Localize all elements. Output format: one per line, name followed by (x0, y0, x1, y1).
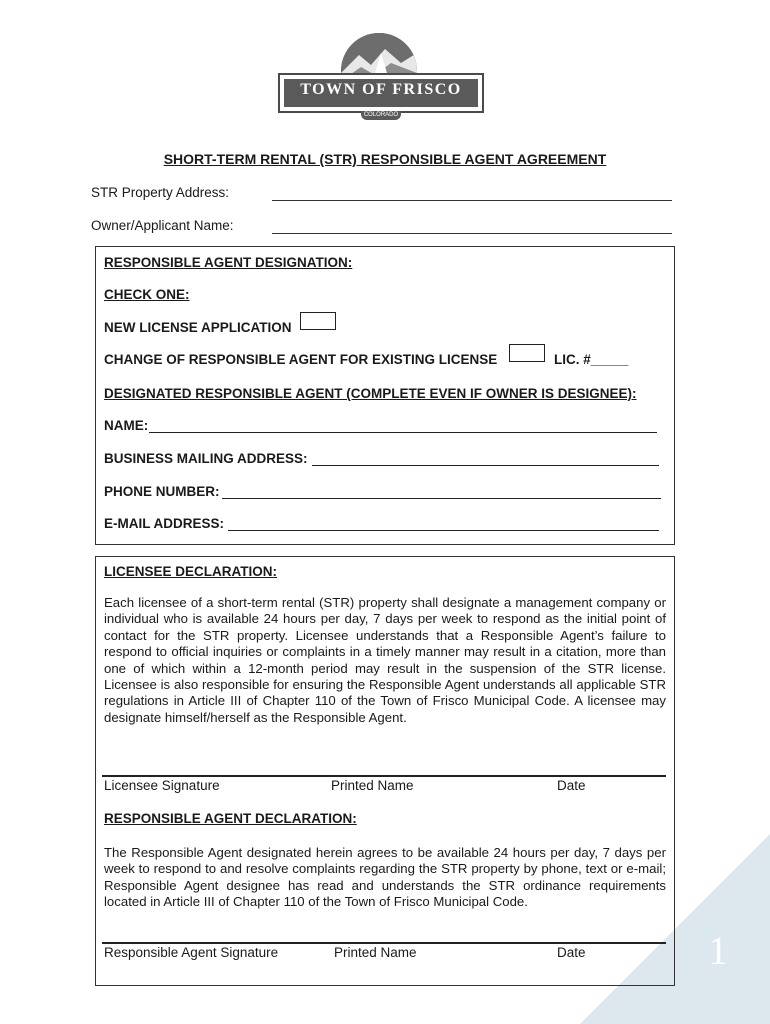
document-title: SHORT-TERM RENTAL (STR) RESPONSIBLE AGENT AGREEMENT (163, 151, 607, 167)
licensee-declaration-text: Each licensee of a short-term rental (STR) property shall designate a management company or individual who is available 24 hours per day, 7 days per week to respond as the initial point of contact for the STR property. Licensee understands that a Responsible Agent’s failure to respond to official inquiries or complaints in a timely manner may result in a citation, more than one of which within a 12-month period may result in the suspension of the STR license. Licensee is also responsible for ensuring the Responsible Agent understands all applicable STR regulations in Article III of Chapter 110 of the Town of Frisco Municipal Code. A licensee may designate himself/herself as the Responsible Agent. (104, 595, 666, 725)
new-license-checkbox[interactable] (300, 312, 336, 330)
agent-date-label: Date (557, 945, 586, 960)
phone-number-label: PHONE NUMBER: (104, 484, 220, 499)
property-address-field[interactable] (272, 200, 672, 201)
change-agent-label: CHANGE OF RESPONSIBLE AGENT FOR EXISTING LICENSE (104, 352, 498, 367)
designated-agent-heading: DESIGNATED RESPONSIBLE AGENT (COMPLETE EVEN IF OWNER IS DESIGNEE): (104, 386, 637, 401)
agent-declaration-heading: RESPONSIBLE AGENT DECLARATION: (104, 811, 357, 826)
agent-name-label: NAME: (104, 418, 149, 433)
check-one-label: CHECK ONE: (104, 287, 190, 302)
licensee-date-label: Date (557, 778, 586, 793)
agent-declaration-text: The Responsible Agent designated herein agrees to be available 24 hours per day, 7 days per week to respond to and resolve complaints regarding the STR property by phone, text or e-mail; Responsible Agent designee has read and understands the STR ordinance requirements located in Article III of Chapter 110 of the Town of Frisco Municipal Code. (104, 845, 666, 910)
mailing-address-field[interactable] (312, 465, 659, 466)
agent-signature-line[interactable] (102, 942, 666, 944)
designation-section (95, 246, 675, 545)
page-number: 1 (708, 928, 728, 973)
email-address-field[interactable] (228, 530, 659, 531)
agent-printed-name-label: Printed Name (334, 945, 417, 960)
owner-name-field[interactable] (272, 233, 672, 234)
logo-banner (278, 73, 484, 113)
license-number-label[interactable]: LIC. #_____ (554, 352, 629, 367)
logo-subtitle: COLORADO (361, 111, 401, 120)
licensee-declaration-heading: LICENSEE DECLARATION: (104, 564, 278, 579)
logo-text: TOWN OF FRISCO (300, 81, 462, 98)
licensee-signature-line[interactable] (102, 775, 666, 777)
mailing-address-label: BUSINESS MAILING ADDRESS: (104, 451, 308, 466)
licensee-signature-label: Licensee Signature (104, 778, 220, 793)
agent-name-field[interactable] (149, 432, 657, 433)
change-agent-checkbox[interactable] (509, 344, 545, 362)
designation-heading: RESPONSIBLE AGENT DESIGNATION: (104, 255, 353, 270)
phone-number-field[interactable] (222, 498, 661, 499)
property-address-label: STR Property Address: (91, 185, 230, 200)
agent-signature-label: Responsible Agent Signature (104, 945, 279, 960)
owner-name-label: Owner/Applicant Name: (91, 218, 234, 233)
declarations-section (95, 556, 675, 986)
town-logo (278, 33, 484, 119)
new-license-label: NEW LICENSE APPLICATION (104, 320, 292, 335)
email-address-label: E-MAIL ADDRESS: (104, 516, 225, 531)
licensee-printed-name-label: Printed Name (331, 778, 414, 793)
